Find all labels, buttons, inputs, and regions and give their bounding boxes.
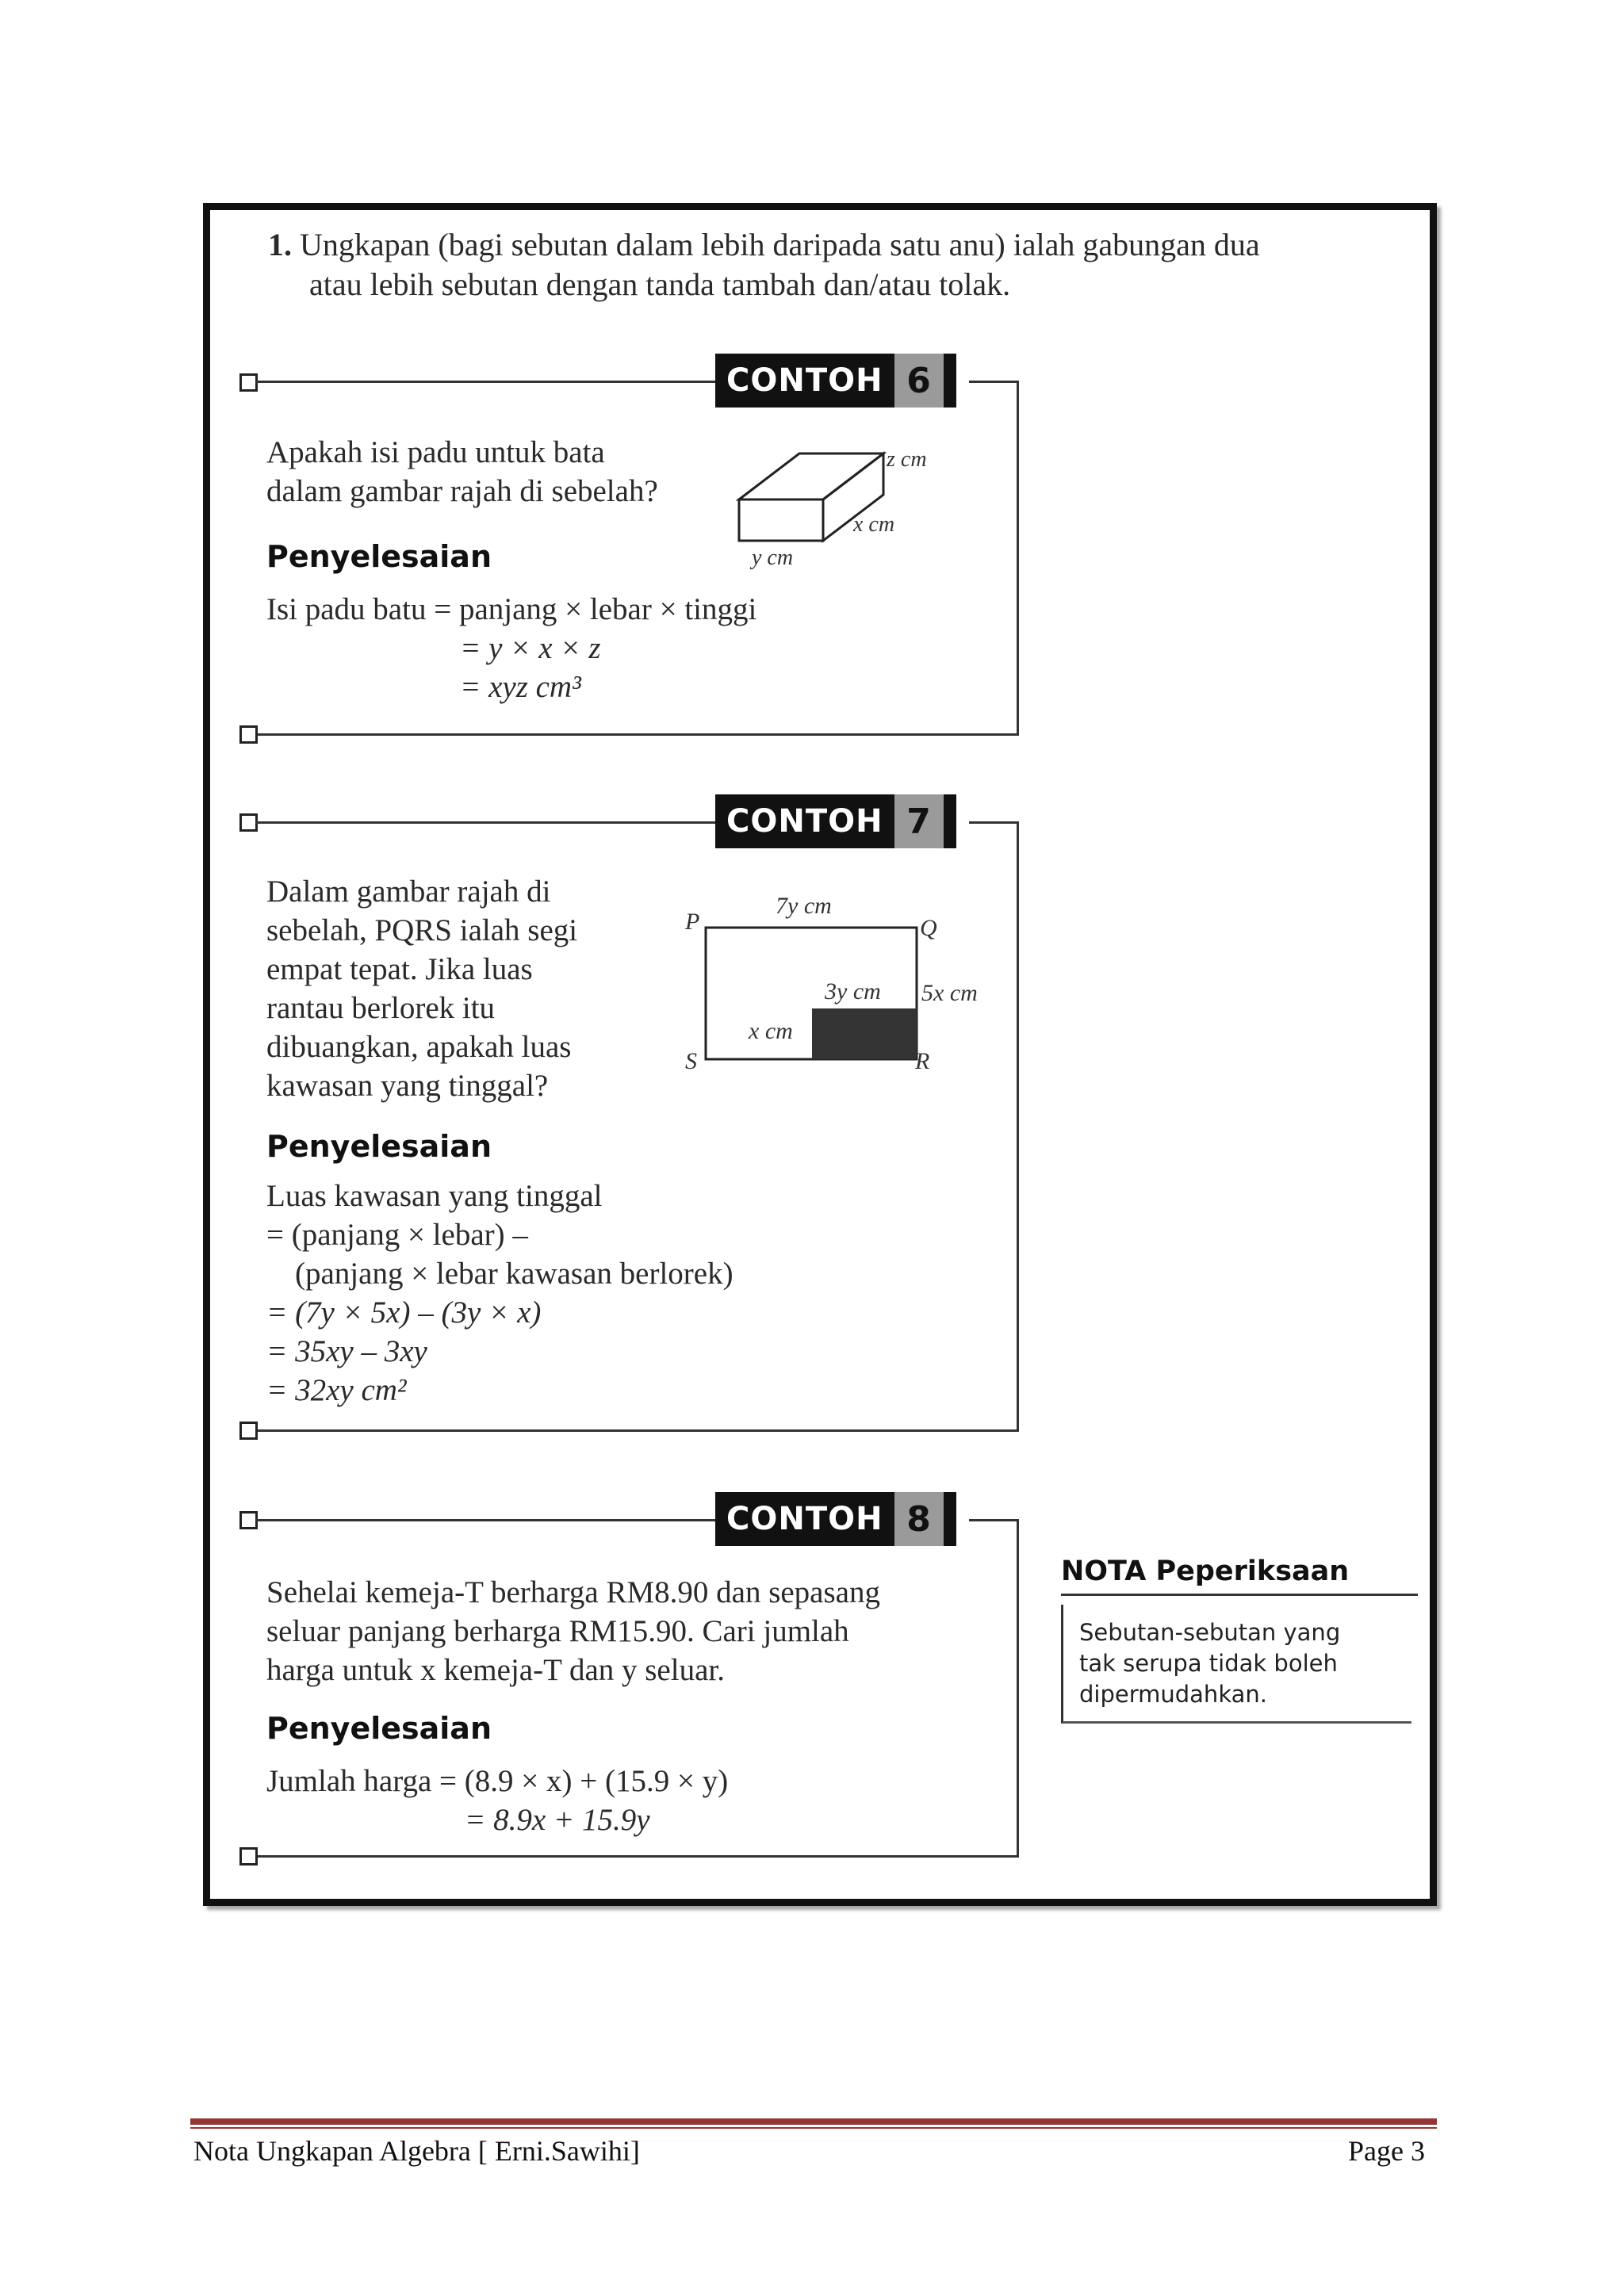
divider [1017, 1519, 1019, 1858]
question-line: sebelah, PQRS ialah segi [266, 913, 578, 947]
divider [255, 733, 1019, 736]
contoh-6-badge [715, 354, 956, 408]
question-line: kawasan yang tinggal? [266, 1069, 549, 1103]
contoh-7-badge [715, 794, 956, 848]
solution-line: = (panjang × lebar) – [266, 1218, 528, 1252]
solution-line: Jumlah harga = (8.9 × x) + (15.9 × y) [266, 1764, 729, 1798]
badge-label: CONTOH [715, 1492, 894, 1546]
figure-label: 5x cm [921, 980, 978, 1006]
question-line: dalam gambar rajah di sebelah? [266, 474, 658, 508]
figure-label: x cm [853, 512, 895, 537]
solution-line: = 32xy cm² [266, 1373, 407, 1407]
intro-number: 1. [268, 227, 292, 262]
badge-number: 8 [894, 1492, 944, 1546]
exam-note-box [1061, 1605, 1411, 1724]
footer-rule [190, 2118, 1437, 2125]
solution-line: Luas kawasan yang tinggal [266, 1179, 603, 1213]
corner-marker [239, 1422, 258, 1440]
contoh-7-question [266, 872, 577, 1105]
figure-label: y cm [752, 545, 794, 570]
contoh-7-solution [266, 1177, 733, 1410]
solution-line: = 35xy – 3xy [266, 1334, 427, 1368]
solution-line: = (7y × 5x) – (3y × x) [266, 1295, 542, 1330]
solution-line: = xyz cm³ [460, 670, 581, 704]
solution-line: (panjang × lebar kawasan berlorek) [295, 1257, 733, 1291]
divider [1017, 821, 1019, 1432]
badge-label: CONTOH [715, 794, 894, 848]
contoh-6-solution [266, 590, 756, 706]
brick-top-face [739, 453, 883, 499]
figure-label: z cm [887, 447, 927, 472]
divider [255, 1429, 1019, 1432]
brick-front-face [739, 499, 823, 541]
solution-line: Isi padu batu = panjang × lebar × tinggi [266, 592, 757, 626]
question-line: Sehelai kemeja-T berharga RM8.90 dan sepasang [266, 1575, 880, 1609]
exam-note-title: NOTA Peperiksaan [1061, 1556, 1350, 1587]
rectangle-pqrs-figure [674, 880, 1007, 1086]
note-line: dipermudahkan. [1079, 1681, 1267, 1708]
badge-number: 7 [894, 794, 944, 848]
intro-line-2: atau lebih sebutan dengan tanda tambah dan/atau tolak. [309, 266, 1011, 302]
footer-title: Nota Ungkapan Algebra [ Erni.Sawihi] [193, 2135, 640, 2167]
contoh-8-badge [715, 1492, 956, 1546]
divider [255, 821, 715, 824]
figure-label: 3y cm [825, 978, 881, 1004]
divider [255, 381, 715, 383]
note-line: Sebutan-sebutan yang [1079, 1619, 1341, 1646]
shaded-region [812, 1008, 917, 1059]
figure-label: S [685, 1048, 697, 1074]
question-line: Apakah isi padu untuk bata [266, 435, 605, 469]
divider [1017, 381, 1019, 736]
brick-figure [714, 436, 967, 579]
corner-marker [239, 725, 258, 744]
figure-label: R [915, 1048, 930, 1074]
contoh-6-question [266, 433, 658, 511]
contoh-8-solution [266, 1762, 728, 1839]
question-line: harga untuk x kemeja-T dan y seluar. [266, 1653, 725, 1687]
intro-paragraph [268, 225, 1410, 304]
divider [969, 1519, 1018, 1521]
figure-label: Q [920, 915, 937, 941]
divider [969, 381, 1018, 383]
note-line: tak serupa tidak boleh [1079, 1650, 1338, 1677]
question-line: seluar panjang berharga RM15.90. Cari jumlah [266, 1614, 849, 1648]
contoh-7-solution-heading: Penyelesaian [266, 1129, 492, 1164]
divider [255, 1855, 1019, 1858]
contoh-8-solution-heading: Penyelesaian [266, 1711, 492, 1746]
badge-number: 6 [894, 354, 944, 408]
divider [255, 1519, 715, 1521]
contoh-6-solution-heading: Penyelesaian [266, 539, 492, 574]
page-number: Page 3 [1348, 2135, 1425, 2167]
badge-label: CONTOH [715, 354, 894, 408]
corner-marker [239, 1847, 258, 1866]
question-line: rantau berlorek itu [266, 991, 496, 1025]
solution-line: = y × x × z [460, 631, 601, 665]
exam-note-rule [1061, 1594, 1418, 1596]
question-line: empat tepat. Jika luas [266, 952, 533, 986]
footer-rule-thin [190, 2127, 1437, 2129]
figure-label: 7y cm [776, 893, 832, 919]
question-line: Dalam gambar rajah di [266, 874, 551, 909]
figure-label: P [685, 909, 700, 935]
figure-label: x cm [749, 1018, 793, 1044]
solution-line: = 8.9x + 15.9y [465, 1803, 650, 1837]
contoh-8-question [266, 1573, 880, 1689]
question-line: dibuangkan, apakah luas [266, 1030, 572, 1064]
divider [969, 821, 1018, 824]
intro-line-1: Ungkapan (bagi sebutan dalam lebih daripada satu anu) ialah gabungan dua [300, 227, 1260, 262]
